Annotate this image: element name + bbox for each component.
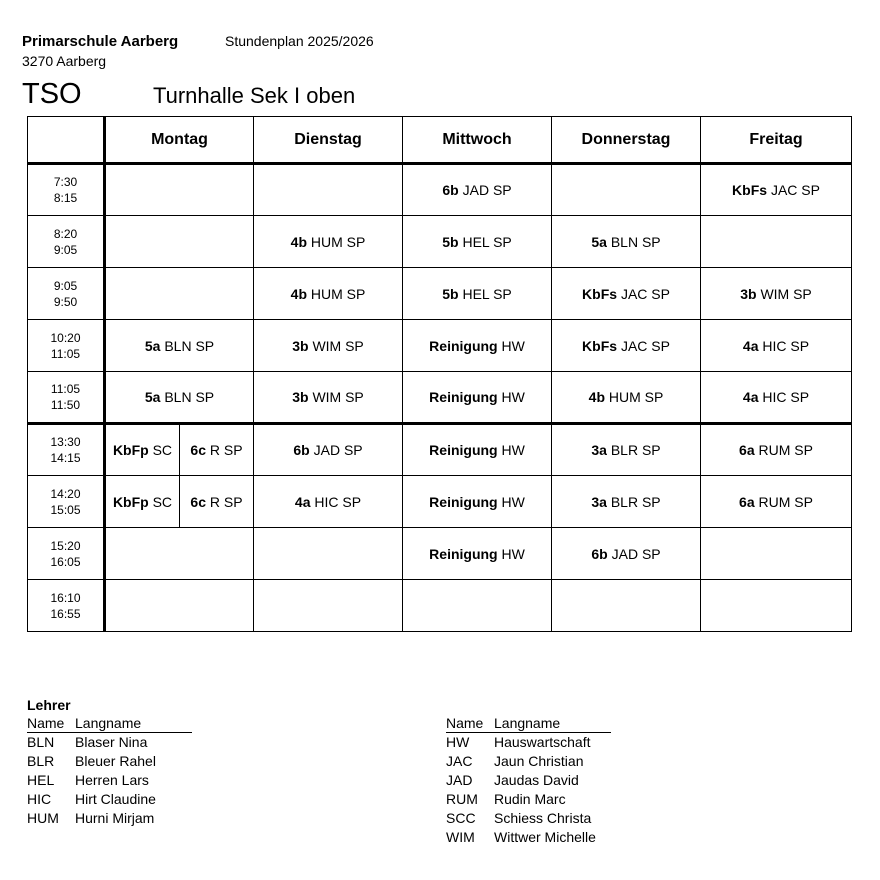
time-start: 16:10 [50,590,81,605]
lesson-cell [552,476,701,528]
teacher-code: BLR [27,753,55,769]
empty-cell [403,580,552,632]
empty-cell [701,580,852,632]
empty-cell [105,580,254,632]
lesson-class: KbFs [582,285,618,302]
timetable-row [28,268,852,320]
empty-cell [701,216,852,268]
lesson-class: 3b [740,285,757,302]
lesson-cell [254,372,403,424]
day-header: Donnerstag [552,117,701,164]
teacher-name: Bleuer Rahel [75,753,156,769]
empty-cell [552,580,701,632]
lesson-details: RUM SP [758,442,813,458]
lesson-cell [105,372,254,424]
timetable [27,116,852,632]
lesson-class: 3b [292,337,309,354]
teacher-code: HW [446,734,470,750]
lesson-details: HEL SP [462,285,512,302]
lesson-details: SC [152,493,173,510]
lesson-class: 6c [190,493,206,510]
lesson-cell [701,320,852,372]
lesson-class: 6a [739,493,755,510]
time-start: 15:20 [50,538,81,553]
day-header: Montag [105,117,254,164]
time-end: 11:05 [50,346,81,361]
teacher-code: WIM [446,829,475,845]
time-slot [28,164,105,216]
timetable-row [28,164,852,216]
teacher-list-title: Lehrer [27,697,71,713]
timetable-row [28,476,852,528]
col-name-header: Name [27,715,65,731]
teacher-name: Blaser Nina [75,734,148,750]
day-header: Freitag [701,117,852,164]
room-name: Turnhalle Sek I oben [153,83,356,108]
lesson-class: Reinigung [429,545,498,562]
teacher-code: JAC [446,753,473,769]
teacher-row [27,790,192,809]
lesson-details: JAD SP [313,442,363,458]
lesson-details: HW [501,493,525,510]
lesson-cell [403,372,552,424]
teacher-row [446,771,611,790]
lesson-details: JAC SP [620,337,670,354]
time-end: 14:15 [50,451,81,465]
time-start: 11:05 [50,382,81,396]
lesson-class: 4a [742,337,759,354]
time-slot [28,216,105,268]
time-end: 11:50 [50,398,81,412]
teacher-list-right [446,715,611,847]
lesson-class: 3a [591,493,607,510]
teacher-row [446,733,611,752]
lesson-details: HUM SP [608,389,664,405]
teacher-name: Hauswartschaft [494,734,591,750]
lesson-cell [403,216,552,268]
lesson-cell [105,476,180,528]
teacher-name: Rudin Marc [494,791,566,807]
teacher-list-left [27,715,192,828]
lesson-cell [403,528,552,580]
time-start: 7:30 [53,175,78,189]
teacher-code: RUM [446,791,478,807]
lesson-class: 3a [591,442,607,458]
time-start: 8:20 [53,226,78,241]
lesson-cell [552,424,701,476]
empty-cell [105,268,254,320]
time-start: 10:20 [50,330,81,345]
lesson-class: 5b [442,285,459,302]
lesson-details: HW [501,545,525,562]
teacher-code: HEL [27,772,55,788]
day-header: Dienstag [254,117,403,164]
timetable-row [28,216,852,268]
timetable-row [28,580,852,632]
lesson-cell [105,424,180,476]
lesson-cell [403,268,552,320]
teacher-code: HIC [27,791,52,807]
lesson-details: HW [501,389,525,405]
lesson-details: WIM SP [312,389,364,405]
empty-cell [105,164,254,216]
teacher-name: Hirt Claudine [75,791,156,807]
lesson-cell [701,476,852,528]
time-slot [28,528,105,580]
teacher-name: Jaudas David [494,772,579,788]
lesson-class: 5a [144,337,161,354]
empty-cell [254,528,403,580]
lesson-class: 3b [292,389,309,405]
lesson-cell [254,216,403,268]
lesson-details: R SP [209,442,243,458]
lesson-details: BLR SP [610,442,661,458]
time-slot [28,476,105,528]
lesson-details: HW [501,442,525,458]
lesson-class: 6c [190,442,206,458]
time-start: 13:30 [50,435,81,449]
lesson-details: JAD SP [462,182,512,198]
lesson-details: HIC SP [762,389,810,405]
lesson-class: 5a [591,233,607,250]
lesson-details: HUM SP [310,233,366,250]
lesson-details: BLR SP [610,493,661,510]
teacher-row [27,733,192,752]
lesson-class: KbFp [112,442,149,458]
teacher-row [446,790,611,809]
lesson-details: JAD SP [611,545,661,562]
plan-title: Stundenplan 2025/2026 [225,33,374,49]
school-name: Primarschule Aarberg [22,33,179,50]
teacher-name: Schiess Christa [494,810,592,826]
col-name-header: Name [446,715,484,731]
lesson-cell [701,372,852,424]
timetable-row [28,528,852,580]
room-code: TSO [22,78,82,110]
lesson-cell [552,268,701,320]
lesson-cell [403,320,552,372]
time-end: 16:05 [50,554,81,569]
timetable-row [28,372,852,424]
lesson-class: 4b [588,389,605,405]
lesson-cell [254,424,403,476]
lesson-class: Reinigung [429,493,498,510]
teacher-list-header [446,715,611,733]
lesson-cell [701,268,852,320]
lesson-details: BLN SP [610,233,661,250]
lesson-cell [254,320,403,372]
lesson-class: 6b [591,545,608,562]
lesson-cell [180,424,254,476]
time-slot [28,580,105,632]
lesson-cell [552,372,701,424]
lesson-details: HW [501,337,525,354]
lesson-class: 5a [144,389,161,405]
lesson-class: Reinigung [429,389,498,405]
teacher-row [27,752,192,771]
time-end: 16:55 [50,606,81,621]
teacher-row [446,828,611,847]
lesson-class: 5b [442,233,459,250]
lesson-details: HUM SP [310,285,366,302]
time-slot [28,424,105,476]
corner-cell [28,117,105,164]
time-start: 14:20 [50,486,81,501]
lesson-class: 6b [293,442,310,458]
teacher-code: BLN [27,734,55,750]
teacher-name: Hurni Mirjam [75,810,155,826]
lesson-details: RUM SP [758,493,813,510]
time-slot [28,320,105,372]
empty-cell [701,528,852,580]
lesson-class: Reinigung [429,442,498,458]
teacher-row [446,752,611,771]
empty-cell [552,164,701,216]
lesson-cell [701,424,852,476]
lesson-cell [552,320,701,372]
lesson-class: 4a [742,389,759,405]
time-end: 9:50 [53,294,78,309]
empty-cell [254,580,403,632]
lesson-details: R SP [209,493,243,510]
lesson-class: KbFs [582,337,618,354]
teacher-name: Wittwer Michelle [494,829,596,845]
lesson-cell [552,528,701,580]
teacher-list-header [27,715,192,733]
lesson-details: BLN SP [164,337,215,354]
lesson-cell [105,320,254,372]
lesson-details: JAC SP [770,182,820,198]
lesson-class: 6b [442,182,459,198]
empty-cell [105,216,254,268]
lesson-cell [552,216,701,268]
time-slot [28,268,105,320]
lesson-cell [701,164,852,216]
teacher-code: HUM [27,810,59,826]
lesson-class: 4a [294,493,311,510]
time-end: 8:15 [53,191,78,205]
teacher-row [27,809,192,828]
day-header: Mittwoch [403,117,552,164]
time-end: 9:05 [53,242,78,257]
header-row [28,117,852,164]
lesson-class: 4b [290,233,307,250]
lesson-cell [254,268,403,320]
time-slot [28,372,105,424]
lesson-cell [403,424,552,476]
lesson-details: HIC SP [314,493,362,510]
school-address: 3270 Aarberg [22,53,107,69]
lesson-class: 4b [290,285,307,302]
lesson-cell [180,476,254,528]
time-start: 9:05 [53,278,78,293]
teacher-row [27,771,192,790]
teacher-name: Herren Lars [75,772,149,788]
lesson-cell [254,476,403,528]
time-end: 15:05 [50,502,81,517]
lesson-details: SC [152,442,173,458]
col-longname-header: Langname [75,715,142,731]
teacher-code: SCC [446,810,476,826]
lesson-class: Reinigung [429,337,498,354]
empty-cell [254,164,403,216]
col-longname-header: Langname [494,715,561,731]
empty-cell [105,528,254,580]
lesson-details: WIM SP [760,285,812,302]
lesson-class: KbFs [732,182,768,198]
timetable-row [28,424,852,476]
lesson-cell [403,476,552,528]
lesson-details: HEL SP [462,233,512,250]
teacher-code: JAD [446,772,473,788]
lesson-class: 6a [739,442,755,458]
lesson-class: KbFp [112,493,149,510]
teacher-name: Jaun Christian [494,753,584,769]
teacher-row [446,809,611,828]
lesson-details: JAC SP [620,285,670,302]
lesson-details: BLN SP [164,389,215,405]
lesson-details: WIM SP [312,337,364,354]
lesson-cell [403,164,552,216]
lesson-details: HIC SP [762,337,810,354]
timetable-row [28,320,852,372]
